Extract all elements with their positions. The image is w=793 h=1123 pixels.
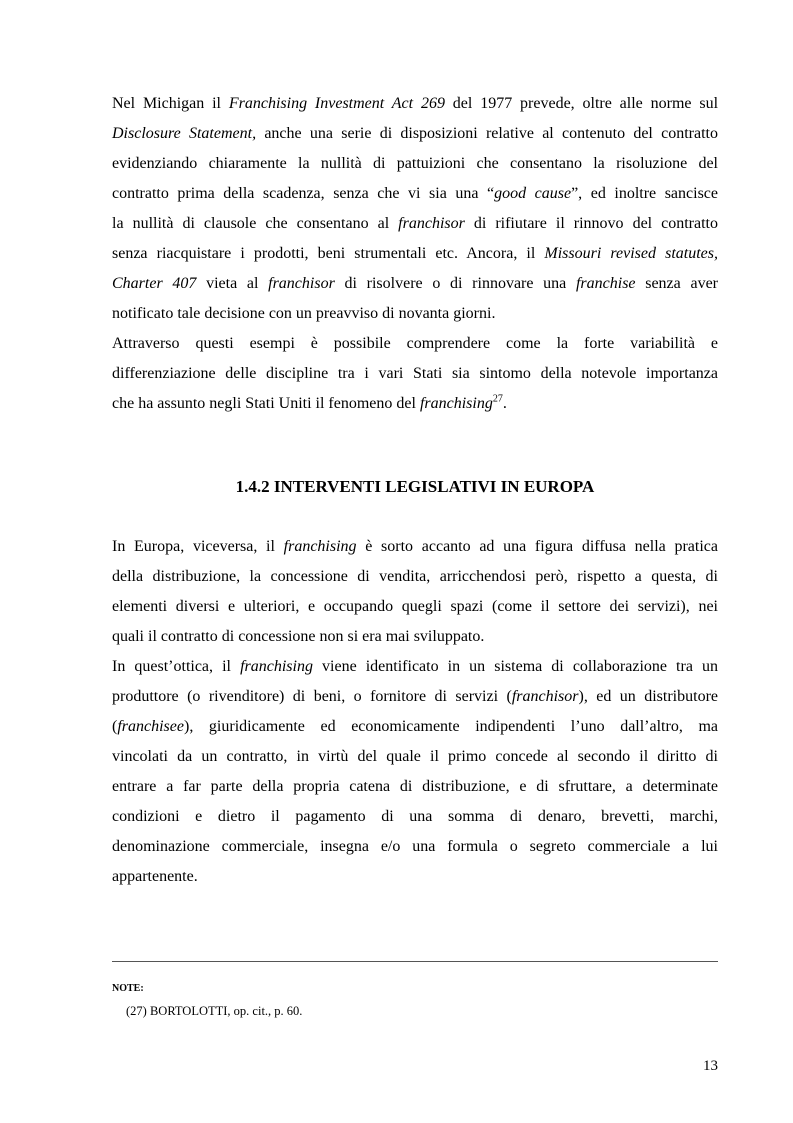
text-line: denominazione commerciale, insegna e/o una formula o segreto commerciale a lui bbox=[112, 838, 718, 855]
text-line: che ha assunto negli Stati Uniti il fenomeno del franchising$^{27}$. bbox=[112, 393, 507, 412]
text-line: Disclosure Statement, anche una serie di disposizioni relative al contenuto del contratto bbox=[112, 125, 718, 142]
text-line: In Europa, viceversa, il franchising è sorto accanto ad una figura diffusa nella pratica bbox=[112, 538, 719, 555]
paragraph-europe bbox=[112, 532, 718, 892]
footnote-separator bbox=[112, 961, 718, 962]
text-line: produttore (o rivenditore) di beni, o fornitore di servizi (franchisor), ed un distributore bbox=[112, 688, 719, 705]
text-line: In quest’ottica, il franchising viene identificato in un sistema di collaborazione tra un bbox=[112, 658, 718, 675]
notes-label: NOTE: bbox=[112, 983, 144, 994]
text-line: appartenente. bbox=[112, 868, 198, 885]
text-line: contratto prima della scadenza, senza che vi sia una “good cause”, ed inoltre sancisce bbox=[112, 185, 718, 202]
text-line: differenziazione delle discipline tra i vari Stati sia sintomo della notevole importanza bbox=[112, 365, 718, 382]
text-line: evidenziando chiaramente la nullità di pattuizioni che consentano la risoluzione del bbox=[112, 155, 718, 172]
text-line: vincolati da un contratto, in virtù del quale il primo concede al secondo il diritto di bbox=[112, 748, 718, 765]
text-line: condizioni e dietro il pagamento di una somma di denaro, brevetti, marchi, bbox=[112, 808, 718, 825]
text-line: (franchisee), giuridicamente ed economicamente indipendenti l’uno dall’altro, ma bbox=[112, 718, 718, 735]
text-line: notificato tale decisione con un preavviso di novanta giorni. bbox=[112, 305, 496, 322]
text-line: Attraverso questi esempi è possibile comprendere come la forte variabilità e bbox=[112, 335, 718, 352]
text-line: elementi diversi e ulteriori, e occupando quegli spazi (come il settore dei servizi), nei bbox=[112, 598, 718, 615]
text-line: entrare a far parte della propria catena di distribuzione, e di sfruttare, a determinate bbox=[112, 778, 718, 795]
footnote-item: (27) BORTOLOTTI, op. cit., p. 60. bbox=[126, 1004, 303, 1018]
text-line: Charter 407 vieta al franchisor di risolvere o di rinnovare una franchise senza aver bbox=[112, 275, 718, 292]
page-number: 13 bbox=[703, 1058, 718, 1074]
paragraph-us-legislation bbox=[112, 89, 718, 419]
footnote-ref[interactable]: 27 bbox=[492, 393, 503, 405]
text-line: la nullità di clausole che consentano al franchisor di rifiutare il rinnovo del contratto bbox=[112, 215, 719, 232]
text-line: senza riacquistare i prodotti, beni strumentali etc. Ancora, il Missouri revised statutes, bbox=[112, 245, 718, 262]
section-heading: 1.4.2 INTERVENTI LEGISLATIVI IN EUROPA bbox=[235, 477, 595, 496]
text-line: Nel Michigan il Franchising Investment Act 269 del 1977 prevede, oltre alle norme sul bbox=[112, 95, 719, 112]
text-line: quali il contratto di concessione non si era mai sviluppato. bbox=[112, 628, 485, 645]
text-line: della distribuzione, la concessione di vendita, arricchendosi però, rispetto a questa, di bbox=[112, 568, 718, 585]
